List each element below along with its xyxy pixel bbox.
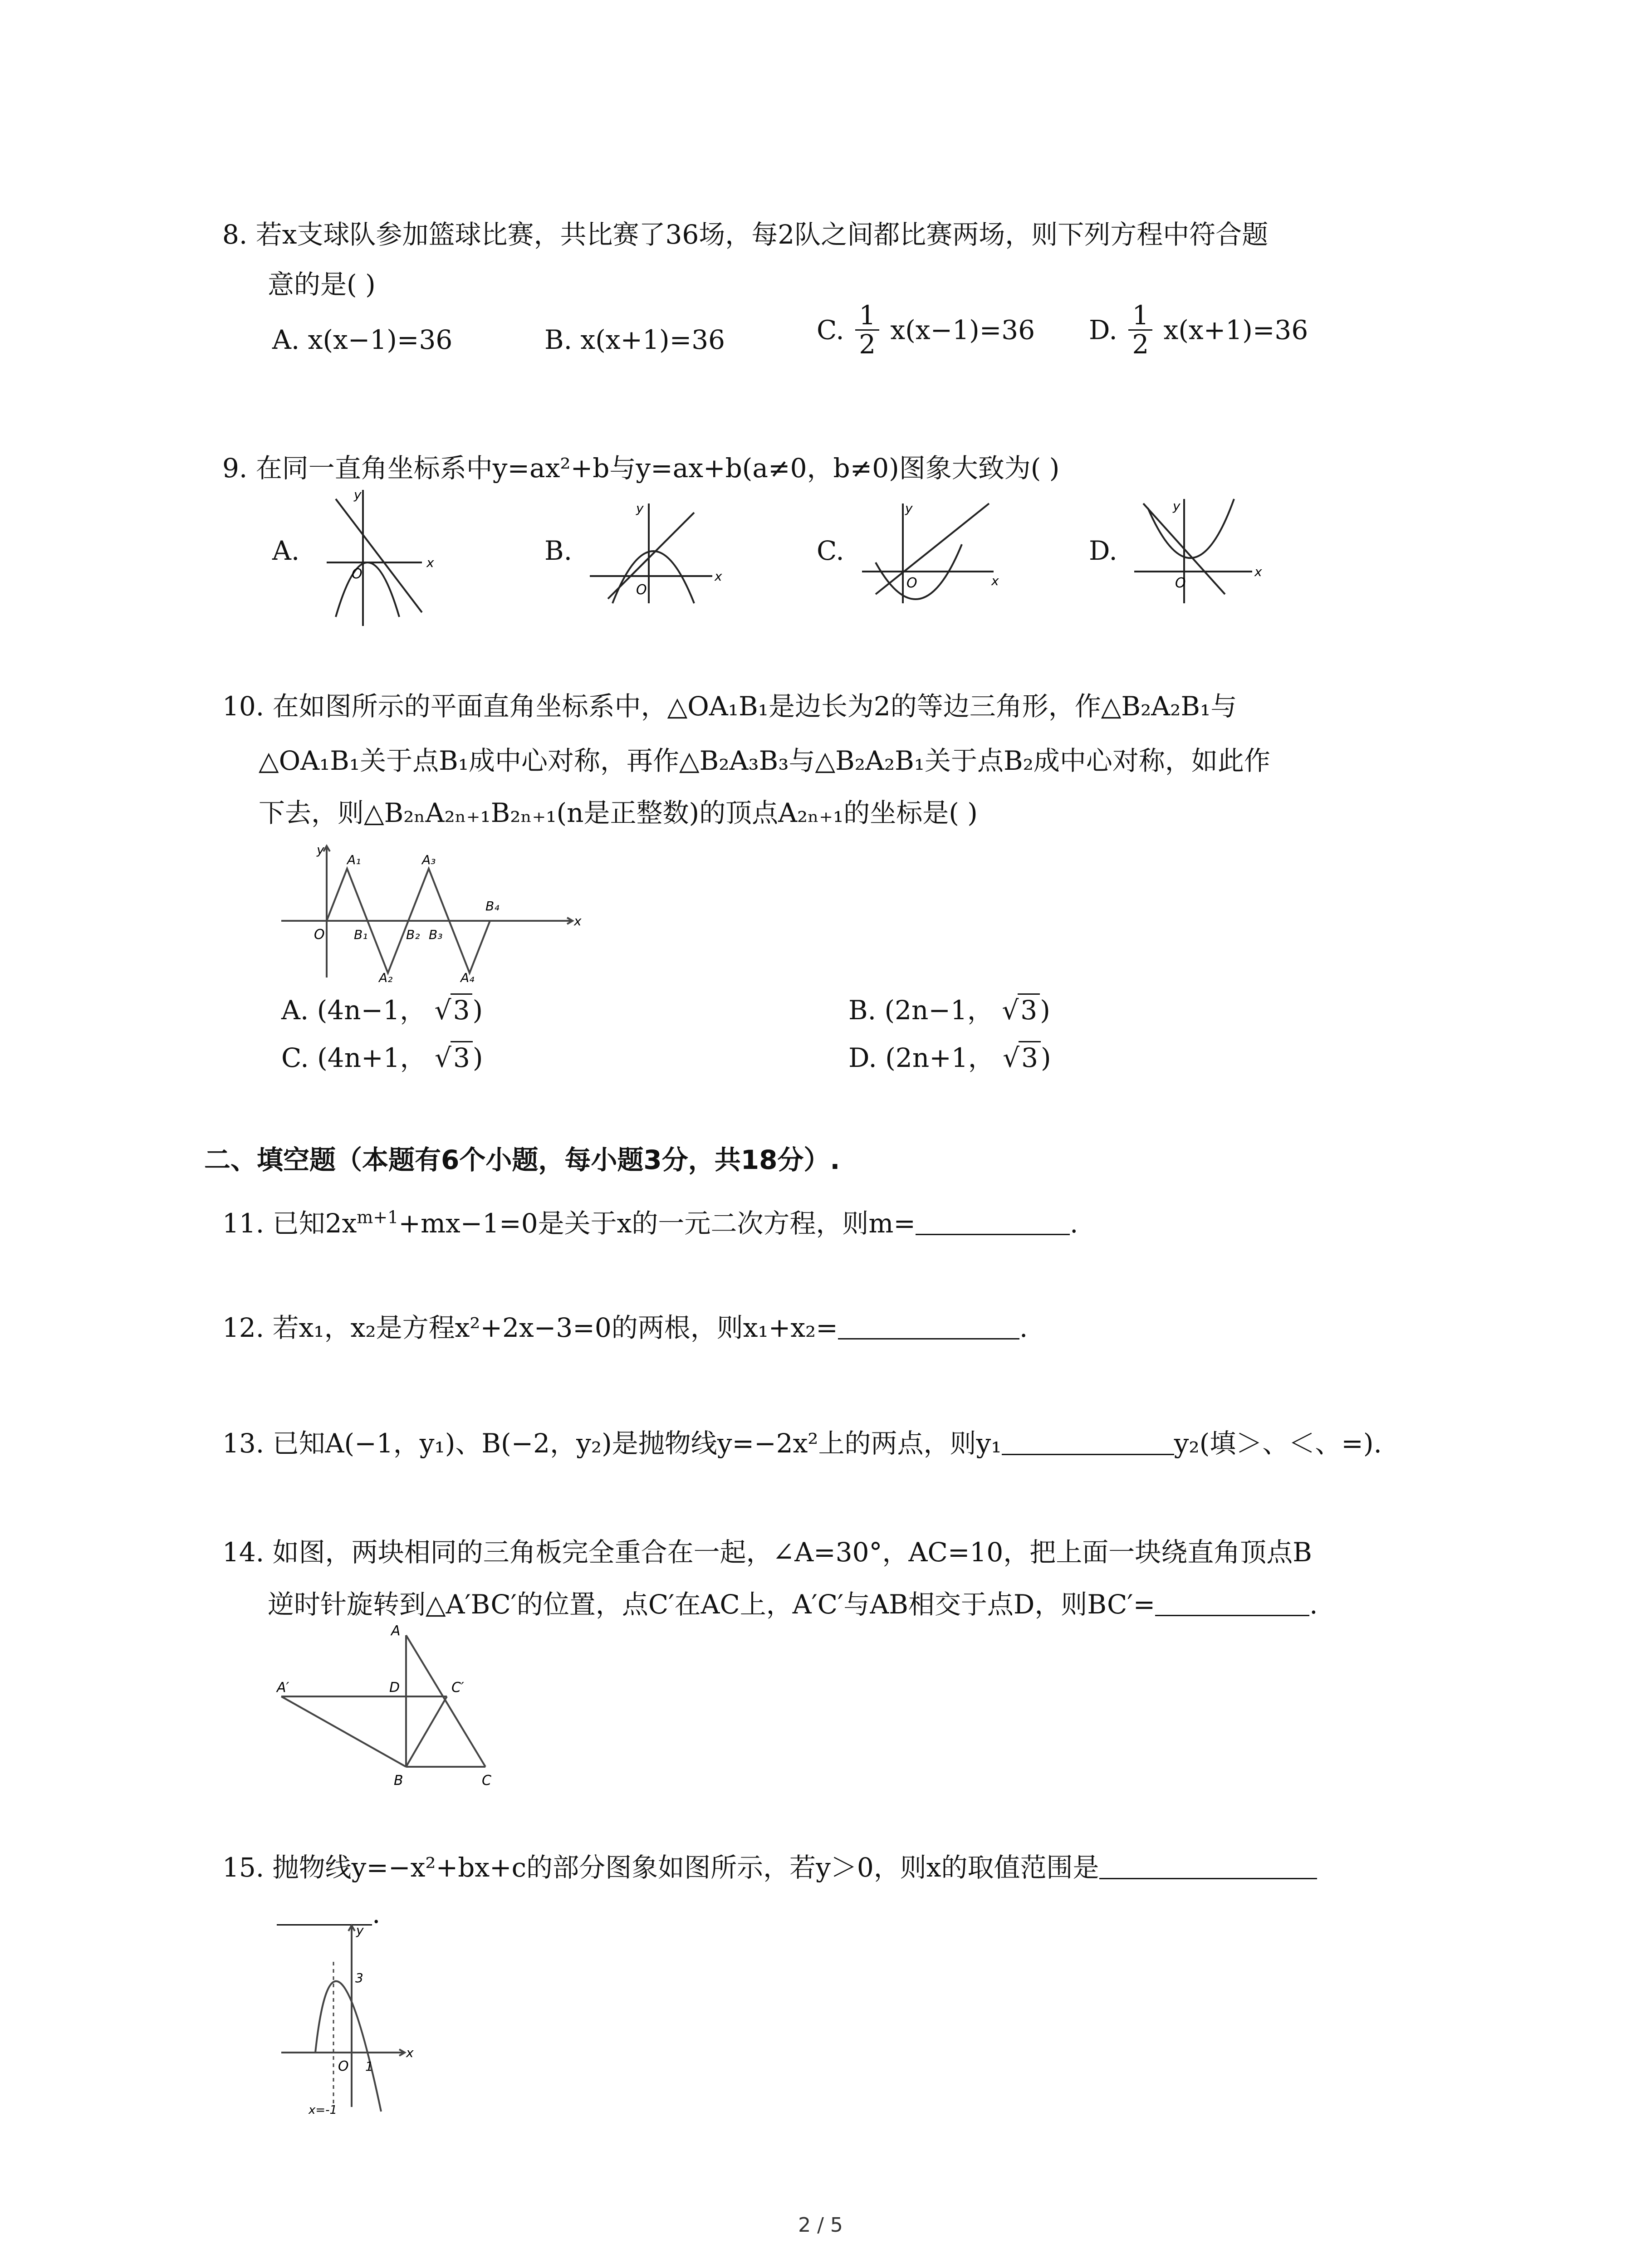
- q8-option-d-fraction: $\frac{1}{2}$: [1128, 302, 1152, 358]
- q8-option-c-label: C.: [817, 314, 844, 346]
- q15-origin: O: [338, 2058, 349, 2074]
- q8-option-d: [1089, 302, 1308, 358]
- q11-answer-blank[interactable]: [916, 1208, 1070, 1235]
- q10-option-c: C. (4n+1， √3 ): [281, 1036, 483, 1075]
- q10-option-d: D. (2n+1， √3 ): [848, 1036, 1051, 1075]
- q9-d-axis-x: x: [1254, 564, 1262, 579]
- q9-d-origin: O: [1175, 575, 1186, 591]
- q10-origin: O: [314, 927, 325, 943]
- q9-d-axis-y: y: [1173, 499, 1181, 513]
- q14-label-c: C: [482, 1773, 491, 1789]
- q10-label-b3: B₃: [429, 927, 443, 942]
- q10-line2: △OA₁B₁关于点B₁成中心对称，再作△B₂A₃B₃与△B₂A₂B₁关于点B₂成中心对称，如此作: [259, 745, 1270, 776]
- q9-b-axis-y: y: [636, 501, 644, 516]
- q9-label-a: A.: [272, 535, 300, 566]
- q15-line2: .: [277, 1898, 380, 1929]
- q12-text: 12. 若x₁，x₂是方程x²+2x−3=0的两根，则x₁+x₂= .: [222, 1312, 1028, 1343]
- q10-label-a3: A₃: [422, 852, 436, 867]
- page-number: 2 / 5: [798, 2214, 843, 2237]
- q10-axis-x: x: [574, 914, 582, 929]
- q10-label-b2: B₂: [406, 927, 420, 942]
- q14-line2: 逆时针旋转到△A′BC′的位置，点C′在AC上，A′C′与AB相交于点D，则BC′= .: [268, 1589, 1318, 1620]
- q9-label-b: B.: [544, 535, 573, 566]
- q15-axis-y: y: [356, 1923, 364, 1938]
- q15-line1: 15. 抛物线y=−x²+bx+c的部分图象如图所示，若y＞0，则x的取值范围是: [222, 1846, 1317, 1884]
- q9-label-d: D.: [1089, 535, 1117, 566]
- q10-label-a1: A₁: [347, 852, 361, 867]
- q13-text: 13. 已知A(−1，y₁)、B(−2，y₂)是抛物线y=−2x²上的两点，则y₁ y₂(填＞、＜、=).: [222, 1428, 1382, 1459]
- q15-label-1: 1: [365, 2059, 373, 2074]
- q15-label-3: 3: [355, 1970, 363, 1985]
- q14-figure: [272, 1617, 526, 1799]
- q9-graph-a: [318, 481, 449, 631]
- q12-answer-blank[interactable]: [838, 1313, 1019, 1339]
- q15-answer-blank-1[interactable]: [1099, 1853, 1317, 1879]
- q10-line1: 10. 在如图所示的平面直角坐标系中，△OA₁B₁是边长为2的等边三角形，作△B₂A₂B₁与: [222, 691, 1237, 722]
- q10-label-b1: B₁: [354, 927, 368, 942]
- section-2-title: 二、填空题（本题有6个小题，每小题3分，共18分）.: [204, 1144, 840, 1175]
- q8-option-c: [817, 302, 1035, 358]
- q9-c-axis-y: y: [905, 501, 913, 516]
- q10-label-b4: B₄: [485, 899, 500, 914]
- q9-b-origin: O: [636, 582, 647, 598]
- q10-option-b: B. (2n−1， √3 ): [848, 989, 1050, 1027]
- q8-line1: 8. 若x支球队参加篮球比赛，共比赛了36场，每2队之间都比赛两场，则下列方程中符合题: [222, 219, 1269, 250]
- q11-text: 11. 已知$2x^{m+1}+mx-1=0$是关于x的一元二次方程，则m= .: [222, 1207, 1078, 1239]
- q8-option-d-equation: x(x+1)=36: [1163, 314, 1308, 346]
- q14-label-b: B: [394, 1773, 403, 1789]
- q10-label-a4: A₄: [460, 970, 475, 982]
- q10-option-a: A. (4n−1， √3 ): [281, 989, 483, 1027]
- q9-a-axis-y: y: [354, 487, 362, 502]
- q8-option-d-label: D.: [1089, 314, 1117, 346]
- q9-c-axis-x: x: [991, 573, 999, 588]
- q9-b-axis-x: x: [715, 569, 722, 584]
- q9-c-origin: O: [906, 575, 917, 591]
- q14-line1: 14. 如图，两块相同的三角板完全重合在一起，∠A=30°，AC=10，把上面一块绕直角顶点B: [222, 1537, 1312, 1568]
- q9-graph-b: [585, 494, 726, 608]
- q9-text: 9. 在同一直角坐标系中y=ax²+b与y=ax+b(a≠0，b≠0)图象大致为( ): [222, 453, 1060, 484]
- q14-label-d: D: [389, 1680, 400, 1696]
- q14-label-ap: A′: [277, 1680, 289, 1696]
- q8-option-c-equation: x(x−1)=36: [890, 314, 1035, 346]
- q10-figure: [272, 841, 590, 982]
- q9-graph-d: [1130, 494, 1266, 608]
- q14-answer-blank[interactable]: [1155, 1589, 1309, 1616]
- q9-a-origin: O: [352, 566, 362, 582]
- q9-graph-c: [857, 494, 1007, 608]
- q9-a-axis-x: x: [426, 555, 434, 570]
- q10-line3: 下去，则△B₂ₙA₂ₙ₊₁B₂ₙ₊₁(n是正整数)的顶点A₂ₙ₊₁的坐标是( ): [259, 797, 978, 828]
- q8-option-c-fraction: $\frac{1}{2}$: [855, 302, 879, 358]
- q9-label-c: C.: [817, 535, 844, 566]
- q15-figure: [272, 1916, 426, 2116]
- q10-axis-y: y: [317, 842, 324, 857]
- q8-line2: 意的是( ): [268, 269, 376, 300]
- q14-label-cp: C′: [451, 1680, 464, 1696]
- q15-axis-x: x: [406, 2045, 414, 2060]
- q8-option-a: A. x(x−1)=36: [272, 324, 453, 355]
- q15-axis-of-symmetry: x=-1: [309, 2103, 338, 2116]
- q10-label-a2: A₂: [379, 970, 393, 982]
- q14-label-a: A: [391, 1623, 401, 1639]
- q8-option-b: B. x(x+1)=36: [544, 324, 725, 355]
- q13-answer-blank[interactable]: [1002, 1428, 1174, 1455]
